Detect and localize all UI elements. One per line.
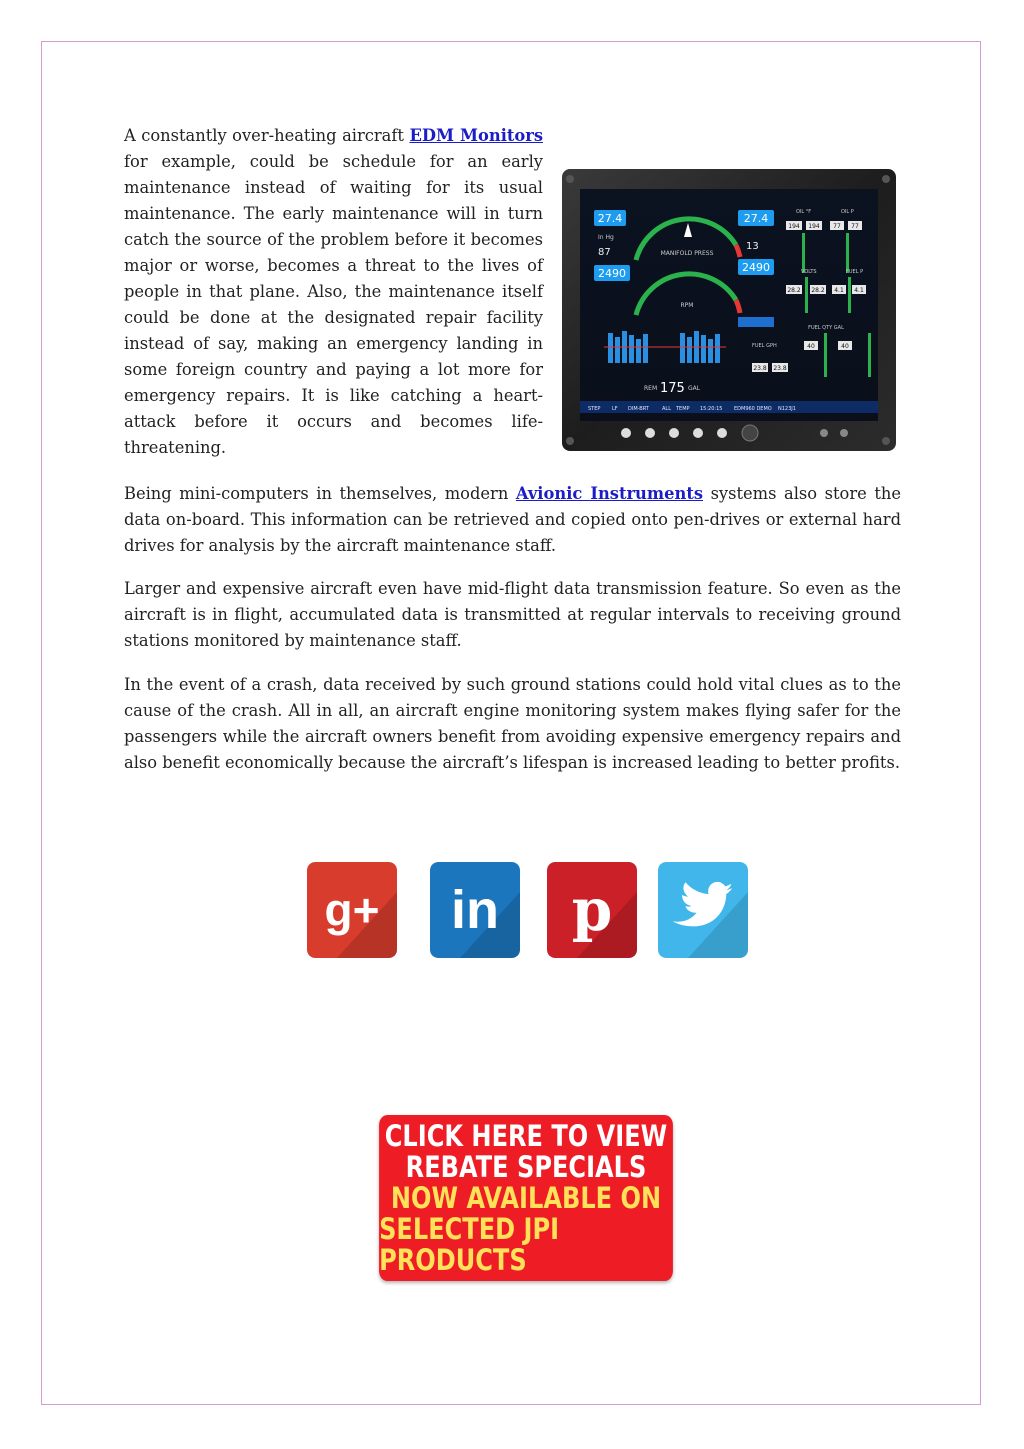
device-button [621,428,631,438]
rpm-readout-right: 2490 [742,261,770,274]
paragraph-2-start: Being mini-computers in themselves, modern [124,484,516,503]
oil-p-value-1: 77 [833,223,841,230]
qty-value-2: 40 [841,343,849,350]
sensor-icon [840,429,848,437]
avionic-instruments-link[interactable]: Avionic Instruments [515,484,704,503]
qty-value-1: 40 [807,343,815,350]
device-menu-item: N123J1 [778,406,796,412]
device-button [645,428,655,438]
paragraph-1-start: A constantly over-heating aircraft [124,126,410,145]
rpm-readout: 2490 [598,267,626,280]
linkedin-button[interactable] [430,862,520,958]
brand-logo-icon [742,425,758,441]
screw-icon [566,175,574,183]
twitter-icon [658,862,748,958]
fuel-gph-label: FUEL GPH [752,343,777,349]
fuel-p-value-1: 4.1 [834,287,844,294]
device-menu-bar [580,401,878,413]
oil-p-value-2: 77 [851,223,859,230]
paragraph-2-rest: systems also store the data on-board. This information can be retrieved and copied onto pen-drives or external hard drives for analysis by the aircraft maintenance staff. [124,484,901,555]
device-menu-item: EDM960 DEMO [734,406,772,412]
screw-icon [882,437,890,445]
rem-label: REM [644,385,658,392]
inhg-label: In Hg [598,234,614,241]
rebate-line-1: CLICK HERE TO VIEW [384,1118,668,1153]
map-value: 87 [598,247,611,258]
rebate-line-4: SELECTED JPI PRODUCTS [379,1211,560,1277]
oil-f-value-1: 194 [788,223,800,230]
linkedin-glyph: in [451,880,499,940]
rebate-line-3: NOW AVAILABLE ON [390,1180,662,1215]
device-menu-item: DIM-BRT [628,406,649,412]
rebate-specials-button[interactable] [379,1115,673,1281]
sensor-icon [820,429,828,437]
fuel-qty-label: FUEL QTY GAL [808,325,844,331]
device-button [669,428,679,438]
day-selector [738,317,774,327]
device-menu-item: 15:20:15 [700,406,723,412]
oil-bar [802,233,805,273]
screw-icon [882,175,890,183]
rem-value: 175 [660,381,685,396]
volts-bar [805,277,808,313]
map-value-right: 13 [746,241,759,252]
gph-value-2: 23.8 [773,365,787,372]
oil-p-bar [846,233,849,273]
oil-f-value-2: 194 [808,223,820,230]
edm-monitors-link[interactable]: EDM Monitors [409,126,543,145]
volts-label: VOLTS [801,269,817,275]
oil-p-label: OIL P [841,209,854,215]
twitter-button[interactable] [658,862,748,958]
volts-value-1: 28.2 [787,287,801,294]
pinterest-glyph: p [571,876,613,944]
qty-bar-2 [868,333,871,377]
google-plus-button[interactable] [307,862,397,958]
fuel-p-label: FUEL P [846,269,864,275]
paragraph-1 [124,123,543,461]
engine-monitor-image [556,165,901,455]
gph-value-1: 23.8 [753,365,767,372]
rpm-label: RPM [680,302,694,309]
pinterest-button[interactable] [547,862,637,958]
paragraph-3: Larger and expensive aircraft even have mid-flight data transmission feature. So even as the aircraft is in flight, accumulated data is transmitted at regular intervals to receiving ground stations monitored by maintenance staff. [124,579,901,650]
fuel-p-value-2: 4.1 [854,287,864,294]
device-menu-item: LF [612,406,618,412]
social-share-row [307,862,749,960]
qty-bar [824,333,827,377]
device-menu-item: ALL [662,406,671,412]
map-readout: 27.4 [597,212,623,225]
map-readout-right: 27.4 [743,212,769,225]
device-menu-item: STEP [588,406,601,412]
paragraph-1-rest: for example, could be schedule for an early maintenance instead of waiting for its usual maintenance. The early maintenance will in turn catch the source of the problem before it becomes major or worse, becomes a threat to the lives of people in that plane. Also, the maintenance itself could be done at the designated repair facility instead of say, making an emergency landing in some foreign country and paying a lot more for emergency repairs. It is like catching a heart-attack before it occurs and becomes life-threatening. [124,152,543,457]
fuel-p-bar [848,277,851,313]
device-button [717,428,727,438]
gal-label: GAL [688,385,701,392]
manifold-label: MANIFOLD PRESS [660,250,714,257]
device-menu-item: TEMP [676,406,690,412]
paragraph-4: In the event of a crash, data received by such ground stations could hold vital clues as to the cause of the crash. All in all, an aircraft engine monitoring system makes flying safer for the passengers while the aircraft owners benefit from avoiding expensive emergency repairs and also benefit economically because the aircraft’s lifespan is increased leading to better profits. [124,675,901,772]
rebate-line-2: REBATE SPECIALS [405,1149,647,1184]
device-button [693,428,703,438]
volts-value-2: 28.2 [811,287,825,294]
screw-icon [566,437,574,445]
oil-f-label: OIL °F [796,209,812,215]
paragraph-2 [124,481,901,559]
google-plus-glyph: g+ [324,884,380,936]
